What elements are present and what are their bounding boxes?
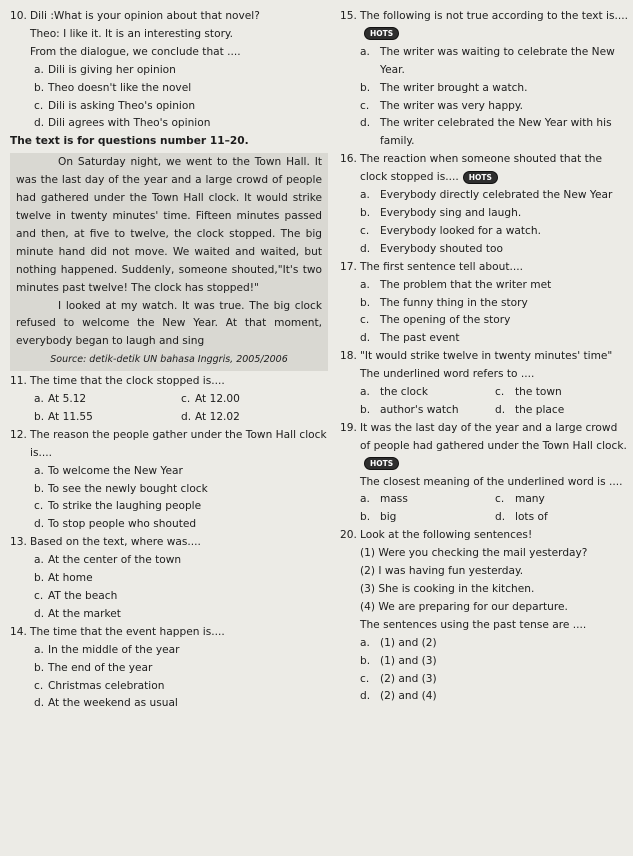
option-c[interactable]: c. many <box>495 493 545 506</box>
option-c[interactable]: c. AT the beach <box>34 590 118 602</box>
option-b[interactable]: b. Theo doesn't like the novel <box>34 81 192 94</box>
option-c[interactable]: c. To strike the laughing people <box>34 500 202 513</box>
option-d[interactable]: d. Everybody shouted too <box>360 242 503 255</box>
option-a[interactable]: a. At the center of the town <box>34 554 182 567</box>
question-number: 10. <box>10 10 27 22</box>
option-b[interactable]: b. (1) and (3) <box>360 654 437 667</box>
question-19: 19. It was the last day of the year and a large crowd of people had gathered under the Town Hall clock.HOTS The closest meaning of the underlined word is .... <box>340 420 630 492</box>
question-text: Dili :What is your opinion about that novel? <box>30 10 260 22</box>
option-d[interactable]: d. Dili agrees with Theo's opinion <box>34 117 211 130</box>
option-d[interactable]: d. lots of <box>495 511 548 524</box>
options-grid <box>340 384 630 420</box>
question-20: 20. Look at the following sentences! (1) Were you checking the mail yesterday? (2) I was having fun yesterday. (3) She is cooking in the kitchen. (4) We are preparing for our departure. The sentences using the past tense are .... <box>340 527 630 634</box>
quoted-sentence: "It would strike twelve in twenty minutes' time" <box>360 350 613 363</box>
question-stem: The underlined word refers to .... <box>360 368 535 381</box>
sentence-2: (2) I was having fun yesterday. <box>360 565 524 578</box>
question-stem: The sentences using the past tense are .... <box>360 618 587 631</box>
option-c[interactable]: c. Christmas celebration <box>34 679 165 692</box>
option-a[interactable]: a. Everybody directly celebrated the New Year <box>360 189 613 202</box>
sentence-3: (3) She is cooking in the kitchen. <box>360 583 535 595</box>
hots-badge: HOTS <box>364 457 399 470</box>
option-b[interactable]: b. At home <box>34 572 93 585</box>
question-14: 14. The time that the event happen is.... <box>10 625 225 638</box>
option-d[interactable]: d. To stop people who shouted <box>34 518 197 531</box>
option-a[interactable]: a. To welcome the New Year <box>34 464 183 477</box>
question-15: 15. The following is not true according to the text is....HOTS <box>340 10 628 39</box>
option-c[interactable]: c. the town <box>495 386 562 399</box>
question-text: Look at the following sentences! <box>360 529 533 542</box>
option-b[interactable]: b. author's watch <box>360 403 459 416</box>
option-b[interactable]: b. The writer brought a watch. <box>360 81 528 94</box>
option-c[interactable]: c. Dili is asking Theo's opinion <box>34 99 196 112</box>
question-stem: The closest meaning of the underlined word is .... <box>360 475 623 488</box>
question-17: 17. The first sentence tell about.... <box>340 260 523 273</box>
option-b[interactable]: b. Everybody sing and laugh. <box>360 206 522 219</box>
option-d[interactable]: d. At 12.02 <box>181 410 240 423</box>
option-b[interactable]: b. To see the newly bought clock <box>34 482 208 495</box>
option-d[interactable]: d. At the market <box>34 607 121 620</box>
question-10 <box>10 8 328 62</box>
hots-badge: HOTS <box>364 27 399 40</box>
option-a[interactable]: a. The writer was waiting to celebrate the New Year. <box>360 45 615 76</box>
option-c[interactable]: c. At 12.00 <box>181 393 240 406</box>
question-11: 11. The time that the clock stopped is.... <box>10 375 225 388</box>
right-column <box>340 8 630 706</box>
option-a[interactable]: a. In the middle of the year <box>34 643 180 656</box>
option-d[interactable]: d. The past event <box>360 332 460 345</box>
option-a[interactable]: a. the clock <box>360 386 428 399</box>
option-d[interactable]: d. the place <box>495 403 565 416</box>
question-stem: From the dialogue, we conclude that .... <box>30 45 241 58</box>
option-c[interactable]: c. Everybody looked for a watch. <box>360 224 541 237</box>
question-16: 16. The reaction when someone shouted that the clock stopped is.... HOTS <box>340 153 603 184</box>
option-c[interactable]: c. The opening of the story <box>360 314 511 327</box>
left-column <box>10 8 328 713</box>
sentence-4: (4) We are preparing for our departure. <box>360 600 568 613</box>
question-text: It was the last day of the year and a large crowd of people had gathered under the Town Hall clock. <box>360 421 627 452</box>
option-b[interactable]: b. The funny thing in the story <box>360 296 528 309</box>
option-d[interactable]: d. (2) and (4) <box>360 690 437 703</box>
question-13: 13. Based on the text, where was.... <box>10 536 201 549</box>
option-b[interactable]: b. At 11.55 <box>34 410 93 423</box>
passage-paragraph-2: I looked at my watch. It was true. The big clock refused to welcome the New Year. At that moment, everybody began to laugh and sing <box>16 299 322 348</box>
option-b[interactable]: b. big <box>360 511 397 524</box>
option-c[interactable]: c. (2) and (3) <box>360 672 437 685</box>
option-a[interactable]: a. Dili is giving her opinion <box>34 63 176 76</box>
hots-badge: HOTS <box>463 171 498 184</box>
option-b[interactable]: b. The end of the year <box>34 661 153 674</box>
option-d[interactable]: d. At the weekend as usual <box>34 697 178 710</box>
question-12: 12. The reason the people gather under the Town Hall clock is.... <box>10 428 327 459</box>
option-d[interactable]: d. The writer celebrated the New Year with his family. <box>360 117 612 148</box>
option-a[interactable]: a. At 5.12 <box>34 393 87 406</box>
sentence-1: (1) Were you checking the mail yesterday? <box>360 547 588 560</box>
option-a[interactable]: a. (1) and (2) <box>360 636 437 649</box>
reading-passage <box>10 153 328 371</box>
passage-heading: The text is for questions number 11–20. <box>10 135 249 148</box>
passage-paragraph-1: On Saturday night, we went to the Town Hall. It was the last day of the year and a large crowd of people had gathered under the Town Hall clock. It would strike twelve in twenty minutes' time. Fifteen minutes passed and then, at five to twelve, the clock stopped. The big minute hand did not move. We waited and waited, but nothing happened. Suddenly, someone shouted,"It's two minutes past twelve! The clock has stopped!" <box>16 156 322 294</box>
options-grid <box>340 491 630 527</box>
dialogue-line: Theo: I like it. It is an interesting story. <box>30 27 234 40</box>
question-18: 18. "It would strike twelve in twenty minutes' time" The underlined word refers to .... <box>340 348 630 384</box>
option-a[interactable]: a. The problem that the writer met <box>360 278 552 291</box>
passage-source: Source: detik-detik UN bahasa Inggris, 2005/2006 <box>50 354 288 366</box>
option-a[interactable]: a. mass <box>360 493 408 506</box>
option-c[interactable]: c. The writer was very happy. <box>360 99 524 112</box>
options-grid <box>10 391 328 427</box>
